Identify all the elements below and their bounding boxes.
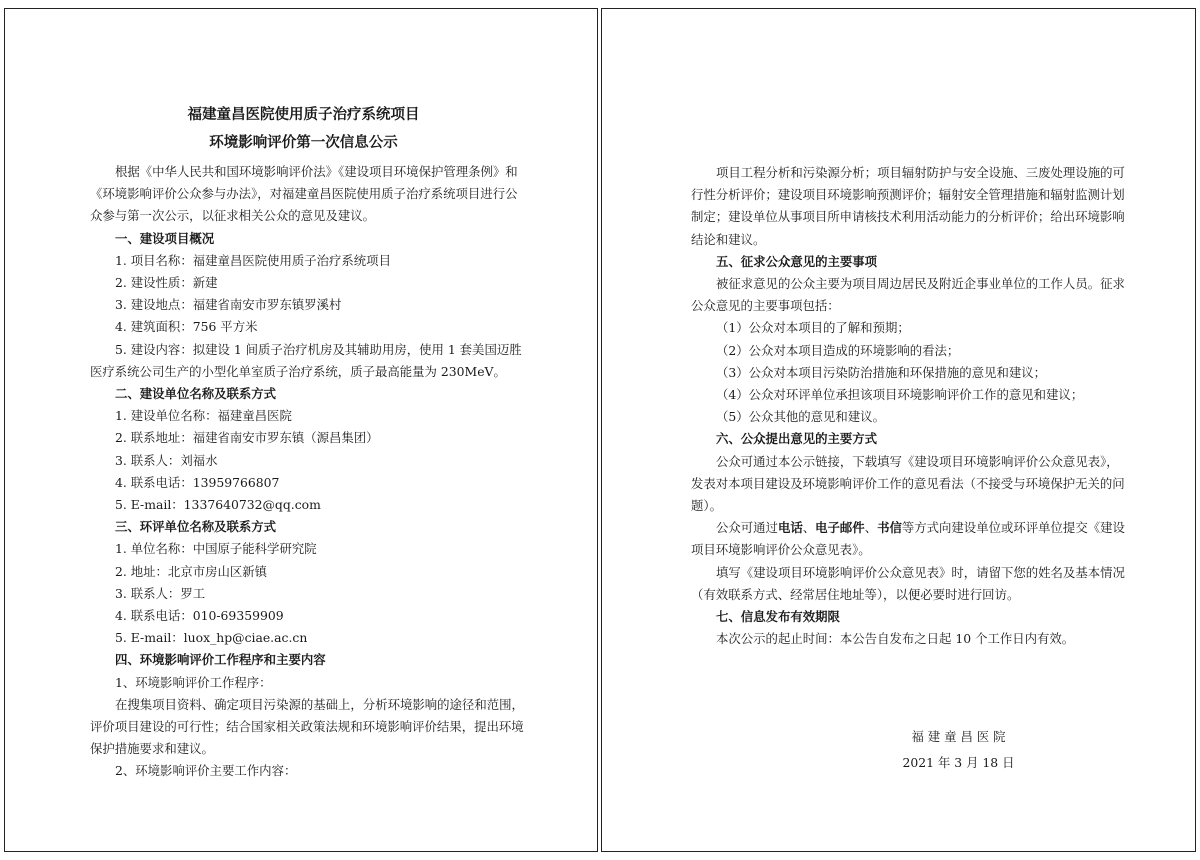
intro-line: 根据《中华人民共和国环境影响评价法》《建设项目环境保护管理条例》和	[115, 164, 518, 179]
intro-line: 众参与第一次公示，以征求相关公众的意见及建议。	[90, 208, 375, 224]
paragraph-line: 评价项目建设的可行性；结合国家相关政策法规和环境影响评价结果，提出环境	[90, 719, 524, 735]
document-subtitle: 环境影响评价第一次信息公示	[209, 134, 398, 151]
paragraph-line: 公众可通过本公示链接，下载填写《建设项目环境影响评价公众意见表》，	[716, 453, 1119, 469]
paragraph-line: （有效联系方式、经常居住地址等），以便必要时进行回访。	[691, 586, 1020, 602]
paragraph-line: 行性分析评价；建设项目环境影响预测评价；辐射安全管理措施和辐射监测计划	[691, 187, 1125, 203]
list-item: 2. 联系地址：福建省南安市罗东镇（源昌集团）	[115, 430, 379, 446]
list-item: 2. 地址：北京市房山区新镇	[115, 563, 268, 579]
document-page-left	[4, 8, 598, 852]
paragraph-line: 制定；建设单位从事项目所申请核技术利用活动能力的分析评价；给出环境影响	[691, 209, 1125, 225]
paragraph-line: 发表对本项目建设及环境影响评价工作的意见看法（不接受与环境保护无关的问	[691, 475, 1125, 491]
paragraph-line: 公众意见的主要事项包括：	[691, 298, 840, 314]
list-item: 4. 建筑面积：756 平方米	[115, 319, 258, 335]
list-item: （4）公众对环评单位承担该项目环境影响评价工作的意见和建议；	[716, 387, 1084, 403]
signature-organization: 福 建 童 昌 医 院	[911, 729, 1006, 744]
text-span: 、	[864, 520, 878, 536]
bold-text: 电话	[777, 520, 803, 536]
section-heading: 一、建设项目概况	[115, 230, 215, 246]
paragraph-line: 本次公示的起止时间：本公告自发布之日起 10 个工作日内有效。	[716, 631, 1075, 647]
list-item: 1. 项目名称：福建童昌医院使用质子治疗系统项目	[115, 252, 391, 268]
list-item: 3. 联系人：刘福水	[115, 452, 218, 468]
paragraph-line: 题）。	[691, 498, 722, 514]
paragraph-line: 结论和建议。	[691, 231, 766, 247]
bold-text: 电子邮件	[815, 520, 865, 536]
list-item: 5. E-mail：luox_hp@ciae.ac.cn	[115, 630, 308, 646]
page-left-content	[90, 101, 524, 783]
list-item: 1. 单位名称：中国原子能科学研究院	[115, 541, 317, 557]
signature-date: 2021 年 3 月 18 日	[902, 755, 1015, 770]
list-item: （1）公众对本项目的了解和预期；	[716, 320, 910, 336]
paragraph-line: 保护措施要求和建议。	[90, 741, 214, 757]
list-item: （2）公众对本项目造成的环境影响的看法；	[716, 342, 960, 358]
intro-line: 《环境影响评价公众参与办法》，对福建童昌医院使用质子治疗系统项目进行公	[90, 186, 518, 202]
list-item: （3）公众对本项目污染防治措施和环保措施的意见和建议；	[716, 364, 1047, 380]
paragraph-line: 项目工程分析和污染源分析；项目辐射防护与安全设施、三废处理设施的可	[716, 165, 1125, 180]
list-item-continuation: 医疗系统公司生产的小型化单室质子治疗系统，质子最高能量为 230MeV。	[90, 363, 506, 379]
subsection-label: 2、环境影响评价主要工作内容：	[115, 763, 297, 779]
paragraph-line: 填写《建设项目环境影响评价公众意见表》时，请留下您的姓名及基本情况	[716, 564, 1125, 580]
list-item: 3. 建设地点：福建省南安市罗东镇罗溪村	[115, 297, 342, 313]
list-item: 1. 建设单位名称：福建童昌医院	[115, 408, 292, 424]
list-item: 5. E-mail：1337640732@qq.com	[115, 497, 321, 513]
list-item: （5）公众其他的意见和建议。	[716, 409, 885, 425]
section-heading: 三、环评单位名称及联系方式	[115, 519, 277, 535]
list-item: 4. 联系电话：13959766807	[115, 474, 280, 490]
paragraph-line: 项目环境影响评价公众意见表》。	[691, 542, 871, 558]
paragraph-line	[691, 517, 1125, 539]
list-item: 4. 联系电话：010-69359909	[115, 608, 284, 624]
text-span: 等方式向建设单位或环评单位提交《建设	[901, 520, 1125, 536]
section-heading: 七、信息发布有效期限	[716, 609, 840, 625]
paragraph-line: 在搜集项目资料、确定项目污染源的基础上，分析环境影响的途径和范围，	[115, 696, 524, 712]
list-item: 5. 建设内容：拟建设 1 间质子治疗机房及其辅助用房，使用 1 套美国迈胜	[115, 341, 522, 357]
text-span: 公众可通过	[716, 520, 778, 536]
page-right-content	[691, 162, 1125, 650]
document-title: 福建童昌医院使用质子治疗系统项目	[187, 106, 420, 123]
list-item: 2. 建设性质：新建	[115, 275, 218, 291]
section-heading: 二、建设单位名称及联系方式	[115, 386, 277, 402]
subsection-label: 1、环境影响评价工作程序：	[115, 674, 272, 690]
section-heading: 六、公众提出意见的主要方式	[716, 431, 878, 447]
document-page-right	[601, 8, 1196, 852]
text-span: 、	[802, 520, 816, 536]
list-item: 3. 联系人：罗工	[115, 585, 206, 601]
bold-text: 书信	[877, 520, 902, 536]
signature-block	[602, 724, 1195, 776]
section-heading: 五、征求公众意见的主要事项	[716, 253, 878, 269]
paragraph-line: 被征求意见的公众主要为项目周边居民及附近企事业单位的工作人员。征求	[716, 276, 1125, 292]
section-heading: 四、环境影响评价工作程序和主要内容	[115, 652, 326, 668]
